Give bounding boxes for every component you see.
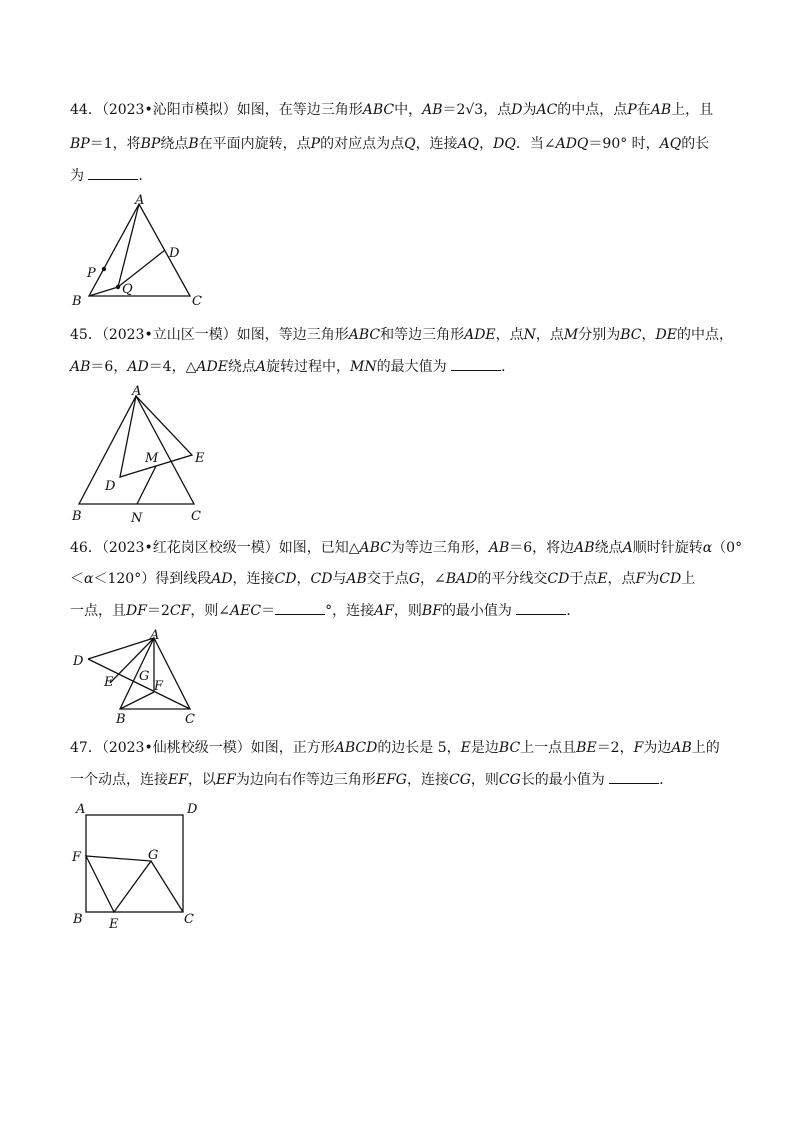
q46-line-3: 一点，且DF＝2CF，则∠AEC＝ °，连接AF，则BF的最小值为 ． bbox=[70, 603, 581, 619]
segment-cg bbox=[151, 861, 183, 912]
q44-line-1: 44．（2023•沁阳市模拟）如图，在等边三角形ABC中，AB＝2√3，点D为AC的中点，点P在AB上，且 bbox=[70, 102, 714, 118]
label-a: A bbox=[150, 628, 160, 643]
answer-blank bbox=[88, 166, 138, 180]
q46-figure bbox=[70, 628, 210, 726]
q47-line-2: 一个动点，连接EF，以EF为边向右作等边三角形EFG，连接CG，则CG长的最小值为 ． bbox=[70, 772, 674, 788]
q46-line-2: ＜α＜120°）得到线段AD，连接CD，CD与AB交于点G，∠BAD的平分线交CD于点E，点F为CD上 bbox=[70, 571, 696, 587]
label-e: E bbox=[109, 917, 119, 932]
label-d: D bbox=[169, 246, 180, 261]
square-abcd bbox=[86, 815, 183, 912]
label-d: D bbox=[105, 479, 116, 494]
label-a: A bbox=[76, 802, 86, 817]
label-n: N bbox=[131, 511, 143, 526]
label-d: D bbox=[187, 802, 198, 817]
q44-line-2: BP＝1，将BP绕点B在平面内旋转，点P的对应点为点Q，连接AQ，DQ．当∠ADQ＝90° 时，AQ的长 bbox=[70, 136, 710, 152]
q45-figure bbox=[68, 382, 218, 528]
label-g: G bbox=[139, 669, 150, 684]
label-d: D bbox=[73, 654, 84, 669]
label-c: C bbox=[185, 712, 195, 727]
answer-blank-angle bbox=[275, 601, 325, 615]
label-b: B bbox=[73, 912, 83, 927]
answer-blank bbox=[451, 357, 501, 371]
triangle-efg bbox=[86, 856, 151, 912]
label-c: C bbox=[184, 912, 194, 927]
q44-figure bbox=[66, 192, 206, 310]
q47-line-1: 47．（2023•仙桃校级一模）如图，正方形ABCD的边长是 5，E是边BC上一点且BE＝2，F为边AB上的 bbox=[70, 740, 720, 756]
triangle-abc bbox=[120, 638, 190, 709]
answer-blank-min bbox=[516, 601, 566, 615]
segment-bf bbox=[120, 692, 154, 709]
label-q: Q bbox=[122, 282, 133, 297]
label-b: B bbox=[116, 712, 126, 727]
q44-line-3: 为 ． bbox=[70, 168, 153, 184]
label-p: P bbox=[87, 266, 96, 281]
segment-aq bbox=[118, 204, 139, 287]
q47-figure bbox=[66, 798, 206, 934]
label-c: C bbox=[191, 509, 201, 524]
label-m: M bbox=[145, 451, 159, 466]
label-g: G bbox=[148, 848, 159, 863]
label-b: B bbox=[72, 509, 82, 524]
triangle-abc bbox=[79, 396, 194, 504]
answer-blank bbox=[609, 770, 659, 784]
label-e: E bbox=[104, 675, 114, 690]
q46-line-1: 46．（2023•红花岗区校级一模）如图，已知△ABC为等边三角形，AB＝6，将边AB绕点A顺时针旋转α（0° bbox=[70, 540, 743, 556]
q45-line-1: 45．（2023•立山区一模）如图，等边三角形ABC和等边三角形ADE，点N，点M分别为BC，DE的中点， bbox=[70, 327, 733, 343]
label-a: A bbox=[132, 384, 142, 399]
label-f: F bbox=[154, 679, 164, 694]
point-p bbox=[102, 267, 106, 271]
label-f: F bbox=[72, 850, 82, 865]
label-e: E bbox=[195, 451, 205, 466]
label-b: B bbox=[72, 294, 82, 309]
label-a: A bbox=[135, 193, 145, 208]
segment-mn bbox=[137, 466, 156, 504]
label-c: C bbox=[192, 294, 202, 309]
point-q bbox=[116, 285, 120, 289]
q45-line-2: AB＝6，AD＝4，△ADE绕点A旋转过程中，MN的最大值为 ． bbox=[70, 359, 516, 375]
